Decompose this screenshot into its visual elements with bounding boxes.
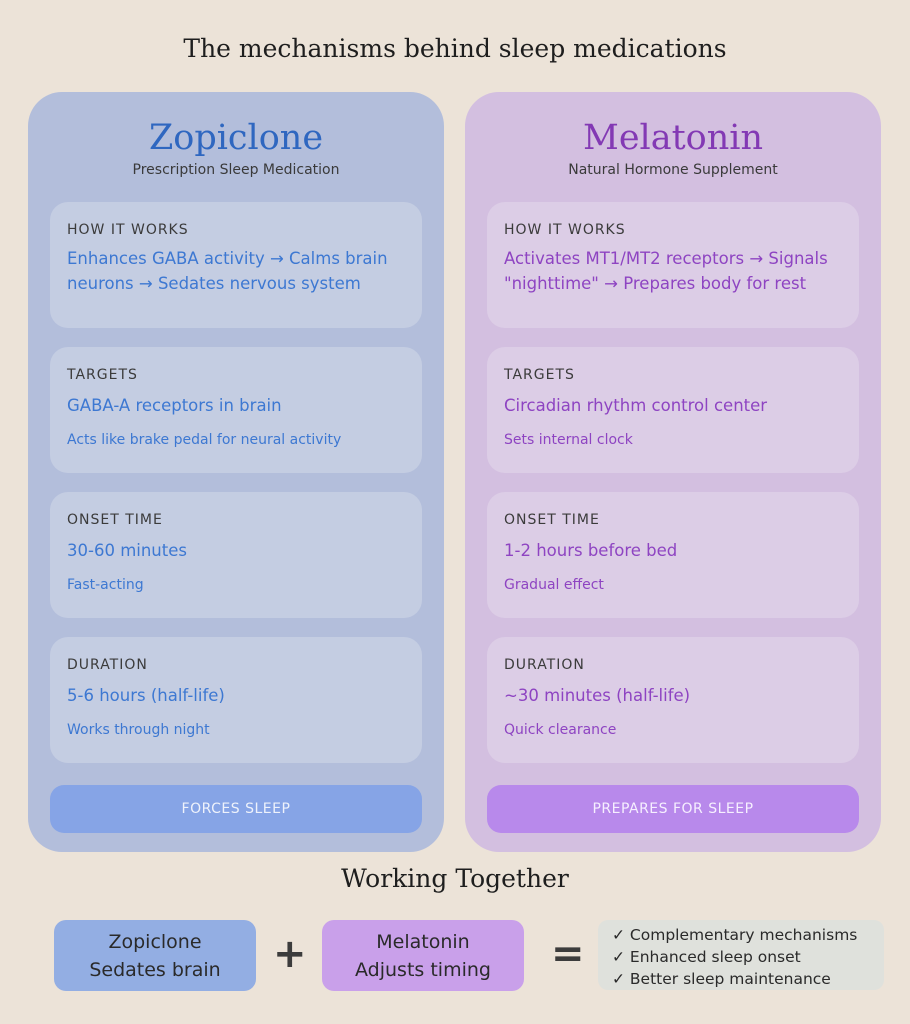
melatonin-how-card [487, 202, 859, 328]
melatonin-subtitle: Natural Hormone Supplement [568, 162, 778, 178]
benefit-item: ✓ Enhanced sleep onset [612, 948, 801, 966]
prepares-for-sleep-pill: PREPARES FOR SLEEP [487, 785, 859, 833]
card-main-text: Activates MT1/MT2 receptors → Signals "nighttime" → Prepares body for rest [504, 249, 828, 293]
card-label: TARGETS [504, 367, 575, 383]
card-note: Quick clearance [504, 722, 617, 738]
card-main-text: 1-2 hours before bed [504, 541, 678, 560]
zopiclone-summary-box [54, 920, 256, 991]
card-label: TARGETS [67, 367, 138, 383]
card-main-text: 5-6 hours (half-life) [67, 686, 225, 705]
melatonin-summary-box [322, 920, 524, 991]
zopiclone-title: Zopiclone [148, 118, 324, 158]
card-note: Acts like brake pedal for neural activity [67, 432, 342, 448]
zopiclone-subtitle: Prescription Sleep Medication [132, 162, 340, 178]
working-together-title: Working Together [341, 864, 569, 893]
equals-icon: = [551, 931, 585, 977]
forces-sleep-pill: FORCES SLEEP [50, 785, 422, 833]
zopiclone-summary-effect: Sedates brain [89, 959, 221, 981]
plus-icon: + [273, 931, 307, 977]
card-note: Gradual effect [504, 577, 604, 593]
card-note: Sets internal clock [504, 432, 633, 448]
card-main-text: 30-60 minutes [67, 541, 187, 560]
card-main-text: Enhances GABA activity → Calms brain neurons → Sedates nervous system [67, 249, 388, 293]
melatonin-title: Melatonin [582, 118, 764, 158]
card-label: DURATION [67, 657, 148, 673]
benefit-item: ✓ Better sleep maintenance [612, 970, 831, 988]
benefit-item: ✓ Complementary mechanisms [612, 926, 858, 944]
benefits-box [598, 920, 884, 990]
card-note: Fast-acting [67, 577, 144, 593]
melatonin-panel [465, 92, 881, 852]
card-label: HOW IT WORKS [67, 222, 189, 238]
card-label: ONSET TIME [504, 512, 600, 528]
card-label: HOW IT WORKS [504, 222, 626, 238]
melatonin-summary-effect: Adjusts timing [355, 959, 491, 981]
melatonin-summary-name: Melatonin [376, 931, 470, 953]
zopiclone-summary-name: Zopiclone [108, 931, 202, 953]
zopiclone-how-card [50, 202, 422, 328]
card-main-text: Circadian rhythm control center [504, 396, 768, 415]
zopiclone-onset-card [50, 492, 422, 618]
card-main-text: ~30 minutes (half-life) [504, 686, 691, 705]
card-main-text: GABA-A receptors in brain [67, 396, 282, 415]
card-label: ONSET TIME [67, 512, 163, 528]
melatonin-duration-card [487, 637, 859, 763]
zopiclone-targets-card [50, 347, 422, 473]
melatonin-onset-card [487, 492, 859, 618]
card-note: Works through night [67, 722, 210, 738]
melatonin-targets-card [487, 347, 859, 473]
page-title: The mechanisms behind sleep medications [183, 34, 727, 63]
zopiclone-panel [28, 92, 444, 852]
zopiclone-duration-card [50, 637, 422, 763]
card-label: DURATION [504, 657, 585, 673]
